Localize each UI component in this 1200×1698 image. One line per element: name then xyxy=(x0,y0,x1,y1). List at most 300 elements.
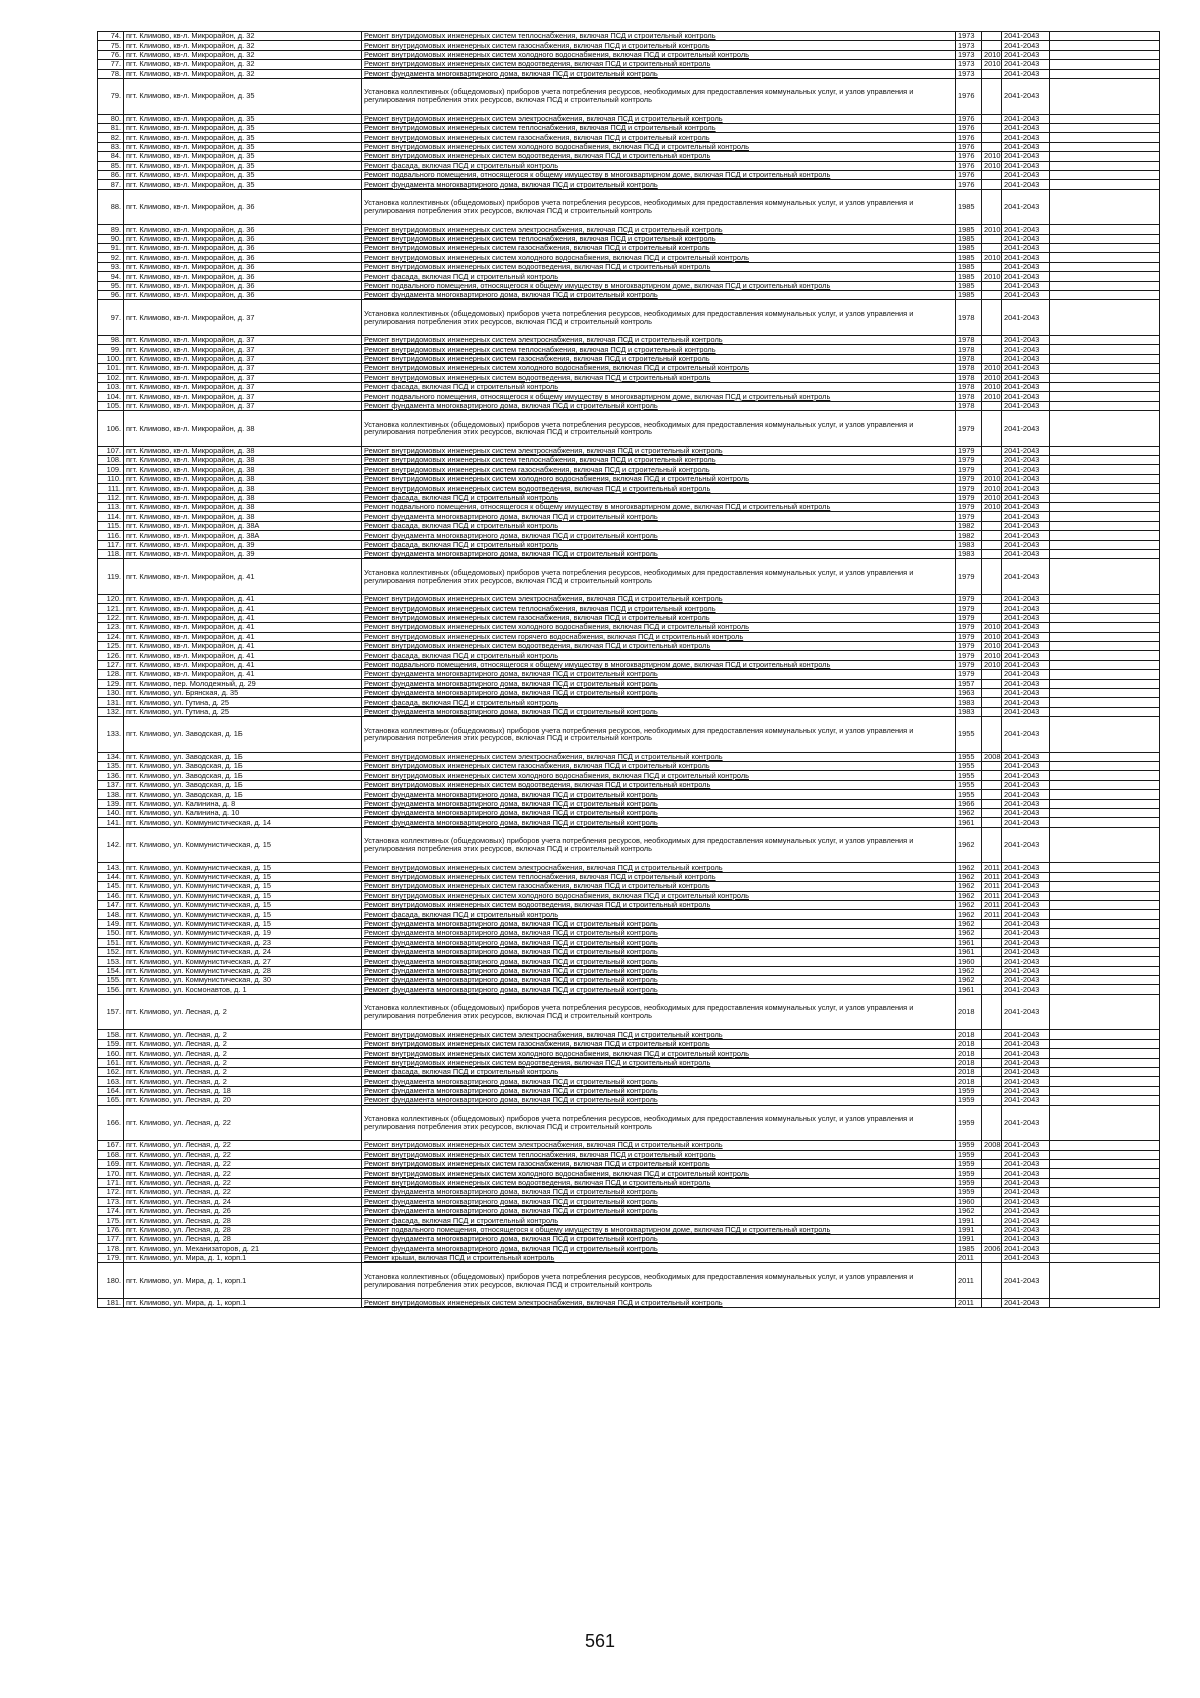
row-number: 96. xyxy=(98,291,124,300)
table-row xyxy=(98,272,1160,281)
table-row xyxy=(98,225,1160,234)
last-repair-year-cell xyxy=(982,170,1002,179)
address-cell: пгт. Климово, ул. Коммунистическая, д. 15 xyxy=(124,919,362,928)
empty-cell xyxy=(1050,170,1160,179)
build-year-cell: 1983 xyxy=(956,540,982,549)
table-row xyxy=(98,752,1160,761)
row-number: 115. xyxy=(98,521,124,530)
work-type-cell: Ремонт подвального помещения, относящегося к общему имуществу в многоквартирном доме, включая ПСД и строительный контроль xyxy=(362,503,956,512)
address-cell: пгт. Климово, кв-л. Микрорайон, д. 36 xyxy=(124,272,362,281)
work-type-cell: Установка коллективных (общедомовых) приборов учета потребления ресурсов, необходимых для предоставления коммунальных услуг, и узлов управления и регулирования потребления этих ресурсов, включая ПСД и строительный контроль xyxy=(362,559,956,595)
build-year-cell: 1979 xyxy=(956,484,982,493)
build-year-cell: 1955 xyxy=(956,780,982,789)
planned-period-cell: 2041-2043 xyxy=(1002,660,1050,669)
empty-cell xyxy=(1050,660,1160,669)
table-row xyxy=(98,559,1160,595)
last-repair-year-cell: 2008 xyxy=(982,1141,1002,1150)
planned-period-cell: 2041-2043 xyxy=(1002,540,1050,549)
empty-cell xyxy=(1050,762,1160,771)
row-number: 176. xyxy=(98,1225,124,1234)
planned-period-cell: 2041-2043 xyxy=(1002,919,1050,928)
empty-cell xyxy=(1050,651,1160,660)
address-cell: пгт. Климово, кв-л. Микрорайон, д. 38А xyxy=(124,531,362,540)
empty-cell xyxy=(1050,262,1160,271)
build-year-cell: 1982 xyxy=(956,521,982,530)
row-number: 161. xyxy=(98,1058,124,1067)
build-year-cell: 2018 xyxy=(956,1039,982,1048)
row-number: 136. xyxy=(98,771,124,780)
table-row xyxy=(98,1141,1160,1150)
address-cell: пгт. Климово, кв-л. Микрорайон, д. 38 xyxy=(124,465,362,474)
address-cell: пгт. Климово, ул. Коммунистическая, д. 15 xyxy=(124,827,362,863)
table-row xyxy=(98,1105,1160,1141)
table-row xyxy=(98,947,1160,956)
table-row xyxy=(98,392,1160,401)
table-row xyxy=(98,142,1160,151)
planned-period-cell: 2041-2043 xyxy=(1002,234,1050,243)
row-number: 148. xyxy=(98,910,124,919)
table-row xyxy=(98,1058,1160,1067)
empty-cell xyxy=(1050,1150,1160,1159)
build-year-cell: 1983 xyxy=(956,550,982,559)
last-repair-year-cell xyxy=(982,929,1002,938)
planned-period-cell: 2041-2043 xyxy=(1002,244,1050,253)
build-year-cell: 1979 xyxy=(956,446,982,455)
last-repair-year-cell: 2010 xyxy=(982,382,1002,391)
last-repair-year-cell xyxy=(982,1086,1002,1095)
build-year-cell: 1978 xyxy=(956,300,982,336)
empty-cell xyxy=(1050,550,1160,559)
address-cell: пгт. Климово, ул. Лесная, д. 28 xyxy=(124,1235,362,1244)
build-year-cell: 1976 xyxy=(956,161,982,170)
row-number: 180. xyxy=(98,1263,124,1299)
table-row xyxy=(98,411,1160,447)
work-type-cell: Ремонт внутридомовых инженерных систем холодного водоснабжения, включая ПСД и строительный контроль xyxy=(362,771,956,780)
row-number: 105. xyxy=(98,401,124,410)
empty-cell xyxy=(1050,1049,1160,1058)
table-row xyxy=(98,234,1160,243)
row-number: 179. xyxy=(98,1253,124,1262)
work-type-cell: Ремонт внутридомовых инженерных систем газоснабжения, включая ПСД и строительный контроль xyxy=(362,244,956,253)
planned-period-cell: 2041-2043 xyxy=(1002,335,1050,344)
address-cell: пгт. Климово, ул. Лесная, д. 2 xyxy=(124,994,362,1030)
empty-cell xyxy=(1050,717,1160,753)
build-year-cell: 1960 xyxy=(956,957,982,966)
build-year-cell: 2018 xyxy=(956,994,982,1030)
work-type-cell: Ремонт внутридомовых инженерных систем холодного водоснабжения, включая ПСД и строительный контроль xyxy=(362,474,956,483)
empty-cell xyxy=(1050,456,1160,465)
work-type-cell: Ремонт фундамента многоквартирного дома, включая ПСД и строительный контроль xyxy=(362,985,956,994)
empty-cell xyxy=(1050,790,1160,799)
address-cell: пгт. Климово, кв-л. Микрорайон, д. 35 xyxy=(124,78,362,114)
address-cell: пгт. Климово, кв-л. Микрорайон, д. 35 xyxy=(124,152,362,161)
address-cell: пгт. Климово, кв-л. Микрорайон, д. 38 xyxy=(124,446,362,455)
last-repair-year-cell xyxy=(982,1030,1002,1039)
address-cell: пгт. Климово, кв-л. Микрорайон, д. 37 xyxy=(124,335,362,344)
work-type-cell: Ремонт внутридомовых инженерных систем газоснабжения, включая ПСД и строительный контроль xyxy=(362,1039,956,1048)
table-row xyxy=(98,863,1160,872)
table-row xyxy=(98,613,1160,622)
table-row xyxy=(98,938,1160,947)
row-number: 165. xyxy=(98,1096,124,1105)
row-number: 95. xyxy=(98,281,124,290)
row-number: 80. xyxy=(98,114,124,123)
row-number: 134. xyxy=(98,752,124,761)
planned-period-cell: 2041-2043 xyxy=(1002,1169,1050,1178)
last-repair-year-cell: 2010 xyxy=(982,60,1002,69)
table-row xyxy=(98,1030,1160,1039)
work-type-cell: Ремонт внутридомовых инженерных систем водоотведения, включая ПСД и строительный контроль xyxy=(362,60,956,69)
row-number: 166. xyxy=(98,1105,124,1141)
row-number: 87. xyxy=(98,180,124,189)
table-row xyxy=(98,373,1160,382)
address-cell: пгт. Климово, ул. Лесная, д. 2 xyxy=(124,1077,362,1086)
empty-cell xyxy=(1050,799,1160,808)
empty-cell xyxy=(1050,484,1160,493)
empty-cell xyxy=(1050,1197,1160,1206)
planned-period-cell: 2041-2043 xyxy=(1002,809,1050,818)
work-type-cell: Ремонт внутридомовых инженерных систем газоснабжения, включая ПСД и строительный контроль xyxy=(362,354,956,363)
empty-cell xyxy=(1050,1263,1160,1299)
row-number: 109. xyxy=(98,465,124,474)
work-type-cell: Ремонт внутридомовых инженерных систем теплоснабжения, включая ПСД и строительный контроль xyxy=(362,456,956,465)
planned-period-cell: 2041-2043 xyxy=(1002,493,1050,502)
last-repair-year-cell xyxy=(982,1263,1002,1299)
planned-period-cell: 2041-2043 xyxy=(1002,484,1050,493)
work-type-cell: Установка коллективных (общедомовых) приборов учета потребления ресурсов, необходимых для предоставления коммунальных услуг, и узлов управления и регулирования потребления этих ресурсов, включая ПСД и строительный контроль xyxy=(362,827,956,863)
address-cell: пгт. Климово, ул. Лесная, д. 28 xyxy=(124,1216,362,1225)
row-number: 143. xyxy=(98,863,124,872)
table-row xyxy=(98,872,1160,881)
planned-period-cell: 2041-2043 xyxy=(1002,1206,1050,1215)
address-cell: пгт. Климово, ул. Заводская, д. 1Б xyxy=(124,771,362,780)
planned-period-cell: 2041-2043 xyxy=(1002,114,1050,123)
address-cell: пгт. Климово, ул. Коммунистическая, д. 15 xyxy=(124,863,362,872)
work-type-cell: Ремонт фундамента многоквартирного дома, включая ПСД и строительный контроль xyxy=(362,679,956,688)
last-repair-year-cell xyxy=(982,1253,1002,1262)
row-number: 121. xyxy=(98,604,124,613)
work-type-cell: Ремонт фасада, включая ПСД и строительный контроль xyxy=(362,493,956,502)
work-type-cell: Ремонт внутридомовых инженерных систем газоснабжения, включая ПСД и строительный контроль xyxy=(362,1159,956,1168)
planned-period-cell: 2041-2043 xyxy=(1002,717,1050,753)
address-cell: пгт. Климово, кв-л. Микрорайон, д. 38 xyxy=(124,474,362,483)
row-number: 81. xyxy=(98,123,124,132)
empty-cell xyxy=(1050,1105,1160,1141)
row-number: 155. xyxy=(98,976,124,985)
empty-cell xyxy=(1050,300,1160,336)
table-row xyxy=(98,688,1160,697)
empty-cell xyxy=(1050,364,1160,373)
row-number: 93. xyxy=(98,262,124,271)
work-type-cell: Ремонт внутридомовых инженерных систем водоотведения, включая ПСД и строительный контроль xyxy=(362,1178,956,1187)
work-type-cell: Ремонт внутридомовых инженерных систем холодного водоснабжения, включая ПСД и строительный контроль xyxy=(362,50,956,59)
empty-cell xyxy=(1050,142,1160,151)
last-repair-year-cell xyxy=(982,1225,1002,1234)
empty-cell xyxy=(1050,60,1160,69)
planned-period-cell: 2041-2043 xyxy=(1002,651,1050,660)
last-repair-year-cell: 2010 xyxy=(982,474,1002,483)
planned-period-cell: 2041-2043 xyxy=(1002,707,1050,716)
build-year-cell: 1962 xyxy=(956,966,982,975)
planned-period-cell: 2041-2043 xyxy=(1002,503,1050,512)
table-row xyxy=(98,364,1160,373)
row-number: 164. xyxy=(98,1086,124,1095)
last-repair-year-cell xyxy=(982,180,1002,189)
table-row xyxy=(98,521,1160,530)
build-year-cell: 1973 xyxy=(956,69,982,78)
table-row xyxy=(98,262,1160,271)
build-year-cell: 2011 xyxy=(956,1253,982,1262)
address-cell: пгт. Климово, ул. Лесная, д. 2 xyxy=(124,1058,362,1067)
table-row xyxy=(98,623,1160,632)
page-number: 561 xyxy=(584,1631,616,1651)
planned-period-cell: 2041-2043 xyxy=(1002,123,1050,132)
last-repair-year-cell: 2010 xyxy=(982,152,1002,161)
build-year-cell: 1959 xyxy=(956,1141,982,1150)
last-repair-year-cell xyxy=(982,957,1002,966)
planned-period-cell: 2041-2043 xyxy=(1002,364,1050,373)
table-row xyxy=(98,354,1160,363)
last-repair-year-cell: 2011 xyxy=(982,891,1002,900)
table-row xyxy=(98,1235,1160,1244)
planned-period-cell: 2041-2043 xyxy=(1002,752,1050,761)
table-row xyxy=(98,512,1160,521)
table-row xyxy=(98,1077,1160,1086)
last-repair-year-cell: 2006 xyxy=(982,1244,1002,1253)
work-type-cell: Ремонт фундамента многоквартирного дома, включая ПСД и строительный контроль xyxy=(362,790,956,799)
empty-cell xyxy=(1050,1178,1160,1187)
table-row xyxy=(98,809,1160,818)
table-row xyxy=(98,790,1160,799)
row-number: 123. xyxy=(98,623,124,632)
build-year-cell: 1973 xyxy=(956,60,982,69)
address-cell: пгт. Климово, кв-л. Микрорайон, д. 37 xyxy=(124,382,362,391)
work-type-cell: Ремонт фасада, включая ПСД и строительный контроль xyxy=(362,272,956,281)
empty-cell xyxy=(1050,872,1160,881)
last-repair-year-cell: 2011 xyxy=(982,872,1002,881)
planned-period-cell: 2041-2043 xyxy=(1002,262,1050,271)
empty-cell xyxy=(1050,1298,1160,1307)
last-repair-year-cell xyxy=(982,698,1002,707)
address-cell: пгт. Климово, ул. Брянская, д. 35 xyxy=(124,688,362,697)
last-repair-year-cell xyxy=(982,456,1002,465)
planned-period-cell: 2041-2043 xyxy=(1002,1068,1050,1077)
build-year-cell: 1962 xyxy=(956,882,982,891)
table-row xyxy=(98,123,1160,132)
planned-period-cell: 2041-2043 xyxy=(1002,938,1050,947)
row-number: 82. xyxy=(98,133,124,142)
address-cell: пгт. Климово, кв-л. Микрорайон, д. 41 xyxy=(124,613,362,622)
address-cell: пгт. Климово, кв-л. Микрорайон, д. 41 xyxy=(124,594,362,603)
empty-cell xyxy=(1050,809,1160,818)
table-row xyxy=(98,1188,1160,1197)
table-row xyxy=(98,957,1160,966)
last-repair-year-cell xyxy=(982,1197,1002,1206)
planned-period-cell: 2041-2043 xyxy=(1002,698,1050,707)
empty-cell xyxy=(1050,985,1160,994)
table-row xyxy=(98,382,1160,391)
table-row xyxy=(98,1049,1160,1058)
empty-cell xyxy=(1050,679,1160,688)
empty-cell xyxy=(1050,1030,1160,1039)
row-number: 86. xyxy=(98,170,124,179)
table-row xyxy=(98,1197,1160,1206)
last-repair-year-cell xyxy=(982,771,1002,780)
planned-period-cell: 2041-2043 xyxy=(1002,1235,1050,1244)
planned-period-cell: 2041-2043 xyxy=(1002,465,1050,474)
empty-cell xyxy=(1050,613,1160,622)
work-type-cell: Ремонт фундамента многоквартирного дома, включая ПСД и строительный контроль xyxy=(362,1197,956,1206)
address-cell: пгт. Климово, кв-л. Микрорайон, д. 35 xyxy=(124,180,362,189)
address-cell: пгт. Климово, ул. Коммунистическая, д. 23 xyxy=(124,938,362,947)
row-number: 158. xyxy=(98,1030,124,1039)
last-repair-year-cell: 2010 xyxy=(982,272,1002,281)
planned-period-cell: 2041-2043 xyxy=(1002,474,1050,483)
last-repair-year-cell xyxy=(982,1105,1002,1141)
table-row xyxy=(98,827,1160,863)
work-type-cell: Ремонт внутридомовых инженерных систем холодного водоснабжения, включая ПСД и строительный контроль xyxy=(362,1169,956,1178)
row-number: 118. xyxy=(98,550,124,559)
last-repair-year-cell xyxy=(982,531,1002,540)
address-cell: пгт. Климово, ул. Лесная, д. 22 xyxy=(124,1188,362,1197)
work-type-cell: Ремонт фундамента многоквартирного дома, включая ПСД и строительный контроль xyxy=(362,929,956,938)
empty-cell xyxy=(1050,234,1160,243)
build-year-cell: 1979 xyxy=(956,474,982,483)
last-repair-year-cell xyxy=(982,966,1002,975)
build-year-cell: 1979 xyxy=(956,670,982,679)
last-repair-year-cell xyxy=(982,550,1002,559)
work-type-cell: Ремонт подвального помещения, относящегося к общему имуществу в многоквартирном доме, включая ПСД и строительный контроль xyxy=(362,170,956,179)
planned-period-cell: 2041-2043 xyxy=(1002,550,1050,559)
table-row xyxy=(98,300,1160,336)
row-number: 142. xyxy=(98,827,124,863)
address-cell: пгт. Климово, кв-л. Микрорайон, д. 41 xyxy=(124,559,362,595)
build-year-cell: 1973 xyxy=(956,32,982,41)
address-cell: пгт. Климово, ул. Лесная, д. 22 xyxy=(124,1159,362,1168)
row-number: 94. xyxy=(98,272,124,281)
work-type-cell: Установка коллективных (общедомовых) приборов учета потребления ресурсов, необходимых для предоставления коммунальных услуг, и узлов управления и регулирования потребления этих ресурсов, включая ПСД и строительный контроль xyxy=(362,1263,956,1299)
last-repair-year-cell xyxy=(982,446,1002,455)
table-row xyxy=(98,446,1160,455)
planned-period-cell: 2041-2043 xyxy=(1002,446,1050,455)
build-year-cell: 1962 xyxy=(956,919,982,928)
table-row xyxy=(98,771,1160,780)
build-year-cell: 1991 xyxy=(956,1216,982,1225)
last-repair-year-cell xyxy=(982,1188,1002,1197)
row-number: 162. xyxy=(98,1068,124,1077)
address-cell: пгт. Климово, кв-л. Микрорайон, д. 36 xyxy=(124,253,362,262)
work-type-cell: Ремонт фундамента многоквартирного дома, включая ПСД и строительный контроль xyxy=(362,957,956,966)
table-row xyxy=(98,69,1160,78)
row-number: 135. xyxy=(98,762,124,771)
last-repair-year-cell xyxy=(982,291,1002,300)
last-repair-year-cell xyxy=(982,262,1002,271)
row-number: 112. xyxy=(98,493,124,502)
planned-period-cell: 2041-2043 xyxy=(1002,1058,1050,1067)
work-type-cell: Ремонт фундамента многоквартирного дома, включая ПСД и строительный контроль xyxy=(362,976,956,985)
empty-cell xyxy=(1050,123,1160,132)
work-type-cell: Ремонт фундамента многоквартирного дома, включая ПСД и строительный контроль xyxy=(362,1244,956,1253)
table-row xyxy=(98,1150,1160,1159)
work-type-cell: Ремонт фундамента многоквартирного дома, включая ПСД и строительный контроль xyxy=(362,966,956,975)
address-cell: пгт. Климово, ул. Лесная, д. 20 xyxy=(124,1096,362,1105)
work-type-cell: Ремонт фундамента многоквартирного дома, включая ПСД и строительный контроль xyxy=(362,1086,956,1095)
work-type-cell: Ремонт подвального помещения, относящегося к общему имуществу в многоквартирном доме, включая ПСД и строительный контроль xyxy=(362,1225,956,1234)
row-number: 139. xyxy=(98,799,124,808)
table-row xyxy=(98,919,1160,928)
last-repair-year-cell: 2011 xyxy=(982,910,1002,919)
row-number: 177. xyxy=(98,1235,124,1244)
address-cell: пгт. Климово, кв-л. Микрорайон, д. 38 xyxy=(124,493,362,502)
row-number: 76. xyxy=(98,50,124,59)
address-cell: пгт. Климово, ул. Лесная, д. 2 xyxy=(124,1039,362,1048)
planned-period-cell: 2041-2043 xyxy=(1002,60,1050,69)
build-year-cell: 1985 xyxy=(956,262,982,271)
last-repair-year-cell xyxy=(982,994,1002,1030)
work-type-cell: Установка коллективных (общедомовых) приборов учета потребления ресурсов, необходимых для предоставления коммунальных услуг, и узлов управления и регулирования потребления этих ресурсов, включая ПСД и строительный контроль xyxy=(362,189,956,225)
planned-period-cell: 2041-2043 xyxy=(1002,872,1050,881)
row-number: 79. xyxy=(98,78,124,114)
address-cell: пгт. Климово, кв-л. Микрорайон, д. 41 xyxy=(124,604,362,613)
empty-cell xyxy=(1050,1244,1160,1253)
address-cell: пгт. Климово, кв-л. Микрорайон, д. 38 xyxy=(124,456,362,465)
empty-cell xyxy=(1050,1235,1160,1244)
row-number: 131. xyxy=(98,698,124,707)
empty-cell xyxy=(1050,1225,1160,1234)
last-repair-year-cell xyxy=(982,1068,1002,1077)
empty-cell xyxy=(1050,827,1160,863)
last-repair-year-cell xyxy=(982,1077,1002,1086)
row-number: 152. xyxy=(98,947,124,956)
empty-cell xyxy=(1050,1077,1160,1086)
table-row xyxy=(98,503,1160,512)
table-row xyxy=(98,152,1160,161)
work-type-cell: Ремонт фундамента многоквартирного дома, включая ПСД и строительный контроль xyxy=(362,947,956,956)
work-type-cell: Ремонт внутридомовых инженерных систем холодного водоснабжения, включая ПСД и строительный контроль xyxy=(362,623,956,632)
row-number: 153. xyxy=(98,957,124,966)
planned-period-cell: 2041-2043 xyxy=(1002,180,1050,189)
last-repair-year-cell: 2010 xyxy=(982,364,1002,373)
empty-cell xyxy=(1050,474,1160,483)
empty-cell xyxy=(1050,41,1160,50)
empty-cell xyxy=(1050,180,1160,189)
build-year-cell: 1985 xyxy=(956,281,982,290)
row-number: 137. xyxy=(98,780,124,789)
address-cell: пгт. Климово, ул. Коммунистическая, д. 15 xyxy=(124,891,362,900)
table-row xyxy=(98,1298,1160,1307)
row-number: 126. xyxy=(98,651,124,660)
address-cell: пгт. Климово, ул. Калинина, д. 10 xyxy=(124,809,362,818)
planned-period-cell: 2041-2043 xyxy=(1002,863,1050,872)
table-row xyxy=(98,1225,1160,1234)
empty-cell xyxy=(1050,225,1160,234)
planned-period-cell: 2041-2043 xyxy=(1002,818,1050,827)
build-year-cell: 1959 xyxy=(956,1105,982,1141)
row-number: 122. xyxy=(98,613,124,622)
address-cell: пгт. Климово, кв-л. Микрорайон, д. 37 xyxy=(124,364,362,373)
address-cell: пгт. Климово, ул. Коммунистическая, д. 24 xyxy=(124,947,362,956)
work-type-cell: Ремонт внутридомовых инженерных систем электроснабжения, включая ПСД и строительный контроль xyxy=(362,114,956,123)
address-cell: пгт. Климово, ул. Коммунистическая, д. 28 xyxy=(124,966,362,975)
row-number: 175. xyxy=(98,1216,124,1225)
planned-period-cell: 2041-2043 xyxy=(1002,1086,1050,1095)
address-cell: пгт. Климово, кв-л. Микрорайон, д. 37 xyxy=(124,392,362,401)
last-repair-year-cell xyxy=(982,335,1002,344)
last-repair-year-cell xyxy=(982,521,1002,530)
work-type-cell: Ремонт внутридомовых инженерных систем водоотведения, включая ПСД и строительный контроль xyxy=(362,900,956,909)
planned-period-cell: 2041-2043 xyxy=(1002,1039,1050,1048)
address-cell: пгт. Климово, кв-л. Микрорайон, д. 37 xyxy=(124,354,362,363)
